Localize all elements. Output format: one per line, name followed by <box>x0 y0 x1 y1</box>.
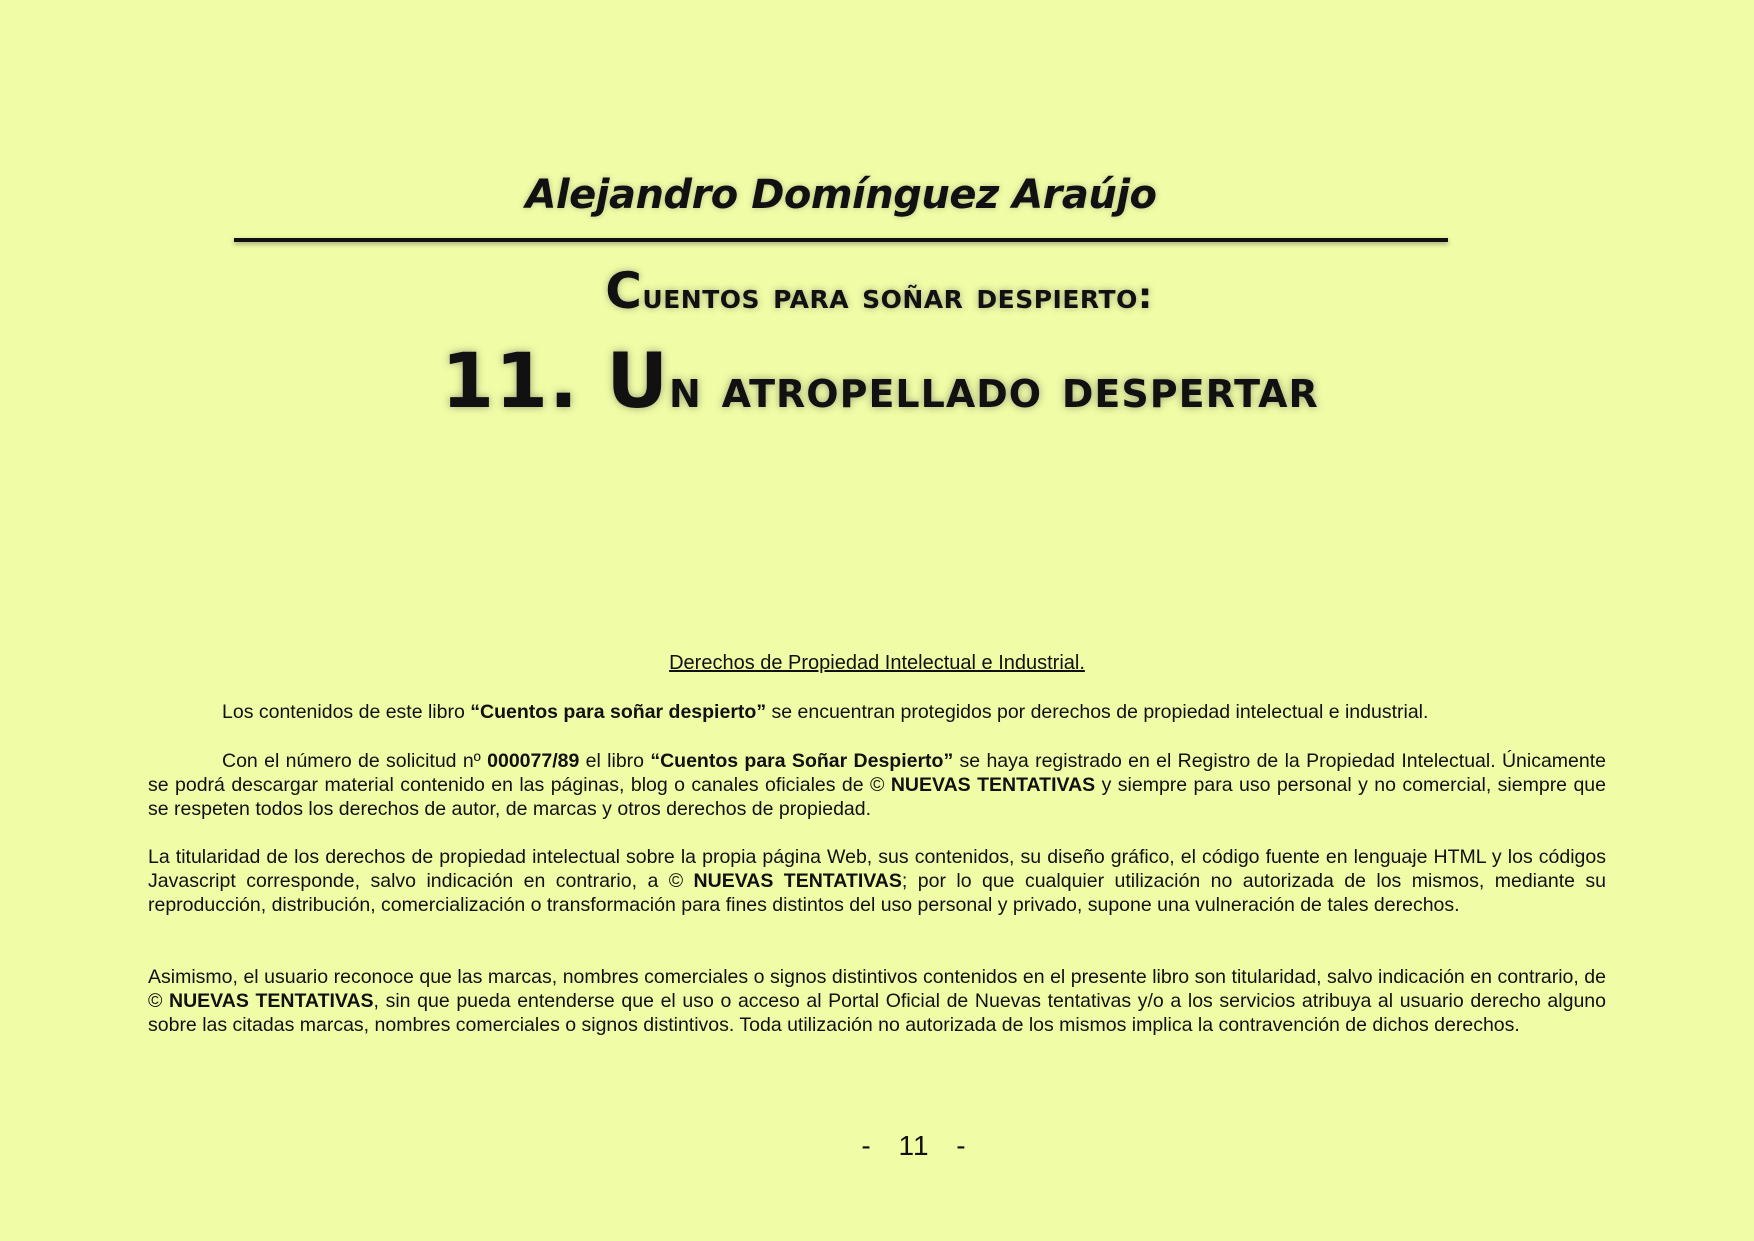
text-run: el libro <box>579 750 651 772</box>
author-name: Alejandro Domínguez Araújo <box>525 172 1157 218</box>
series-title-initial: C <box>605 262 643 320</box>
text-run: se encuentran protegidos por derechos de propiedad intelectual e industrial. <box>766 701 1429 723</box>
page-number: - 11 - <box>861 1130 967 1161</box>
rights-heading: Derechos de Propiedad Intelectual e Industrial. <box>669 652 1085 674</box>
registration-number: 000077/89 <box>487 750 580 772</box>
book-title-bold: “Cuentos para Soñar Despierto” <box>650 750 954 772</box>
rights-paragraph-1 <box>148 700 1606 724</box>
text-run: se haya registrado en el Registro de la Propiedad Intelectual. Únicamente se podrá descargar material contenido en las páginas, blog o canales oficiales de © <box>148 750 1607 796</box>
publisher-name: NUEVAS TENTATIVAS <box>890 774 1096 796</box>
publisher-name: NUEVAS TENTATIVAS <box>169 990 374 1012</box>
chapter-number: 11. <box>441 336 607 425</box>
header-rule <box>234 238 1448 242</box>
text-run: Con el número de solicitud nº <box>222 750 488 772</box>
text-run: Asimismo, el usuario reconoce que las marcas, nombres comerciales o signos distintivos contenidos en el presente libro son titularidad, salvo indicación en contrario, de © <box>148 966 1606 1012</box>
text-run: La titularidad de los derechos de propiedad intelectual sobre la propia página Web, sus contenidos, su diseño gráfico, el código fuente en lenguaje HTML y los códigos Javascript corresponde, salvo indicación en contrario, a © <box>148 846 1606 892</box>
chapter-title <box>180 336 1580 425</box>
series-title-rest: uentos para soñar despierto: <box>642 276 1153 317</box>
text-run: ; por lo que cualquier utilización no autorizada de los mismos, mediante su reproducción, distribución, comercialización o transformación para fines distintos del uso personal y privado, supone una vulneración de tales derechos. <box>148 870 1607 916</box>
chapter-title-initial: U <box>606 336 670 425</box>
rights-paragraph-3 <box>148 845 1606 917</box>
chapter-title-rest: n atropellado despertar <box>669 357 1319 420</box>
rights-paragraph-2 <box>148 749 1606 821</box>
book-title-bold: “Cuentos para soñar despierto” <box>470 701 767 723</box>
series-title <box>234 262 1524 320</box>
rights-paragraph-4 <box>148 965 1606 1037</box>
text-run: , sin que pueda entenderse que el uso o acceso al Portal Oficial de Nuevas tentativas y/o a los servicios atribuya al usuario derecho alguno sobre las citadas marcas, nombres comerciales o signos distintivos. Toda utilización no autorizada de los mismos implica la contravención de dichos derechos. <box>148 990 1606 1036</box>
publisher-name: NUEVAS TENTATIVAS <box>693 870 902 892</box>
text-run: y siempre para uso personal y no comercial, siempre que se respeten todos los derechos de autor, de marcas y otros derechos de propiedad. <box>148 774 1606 820</box>
text-run: Los contenidos de este libro <box>222 701 471 723</box>
